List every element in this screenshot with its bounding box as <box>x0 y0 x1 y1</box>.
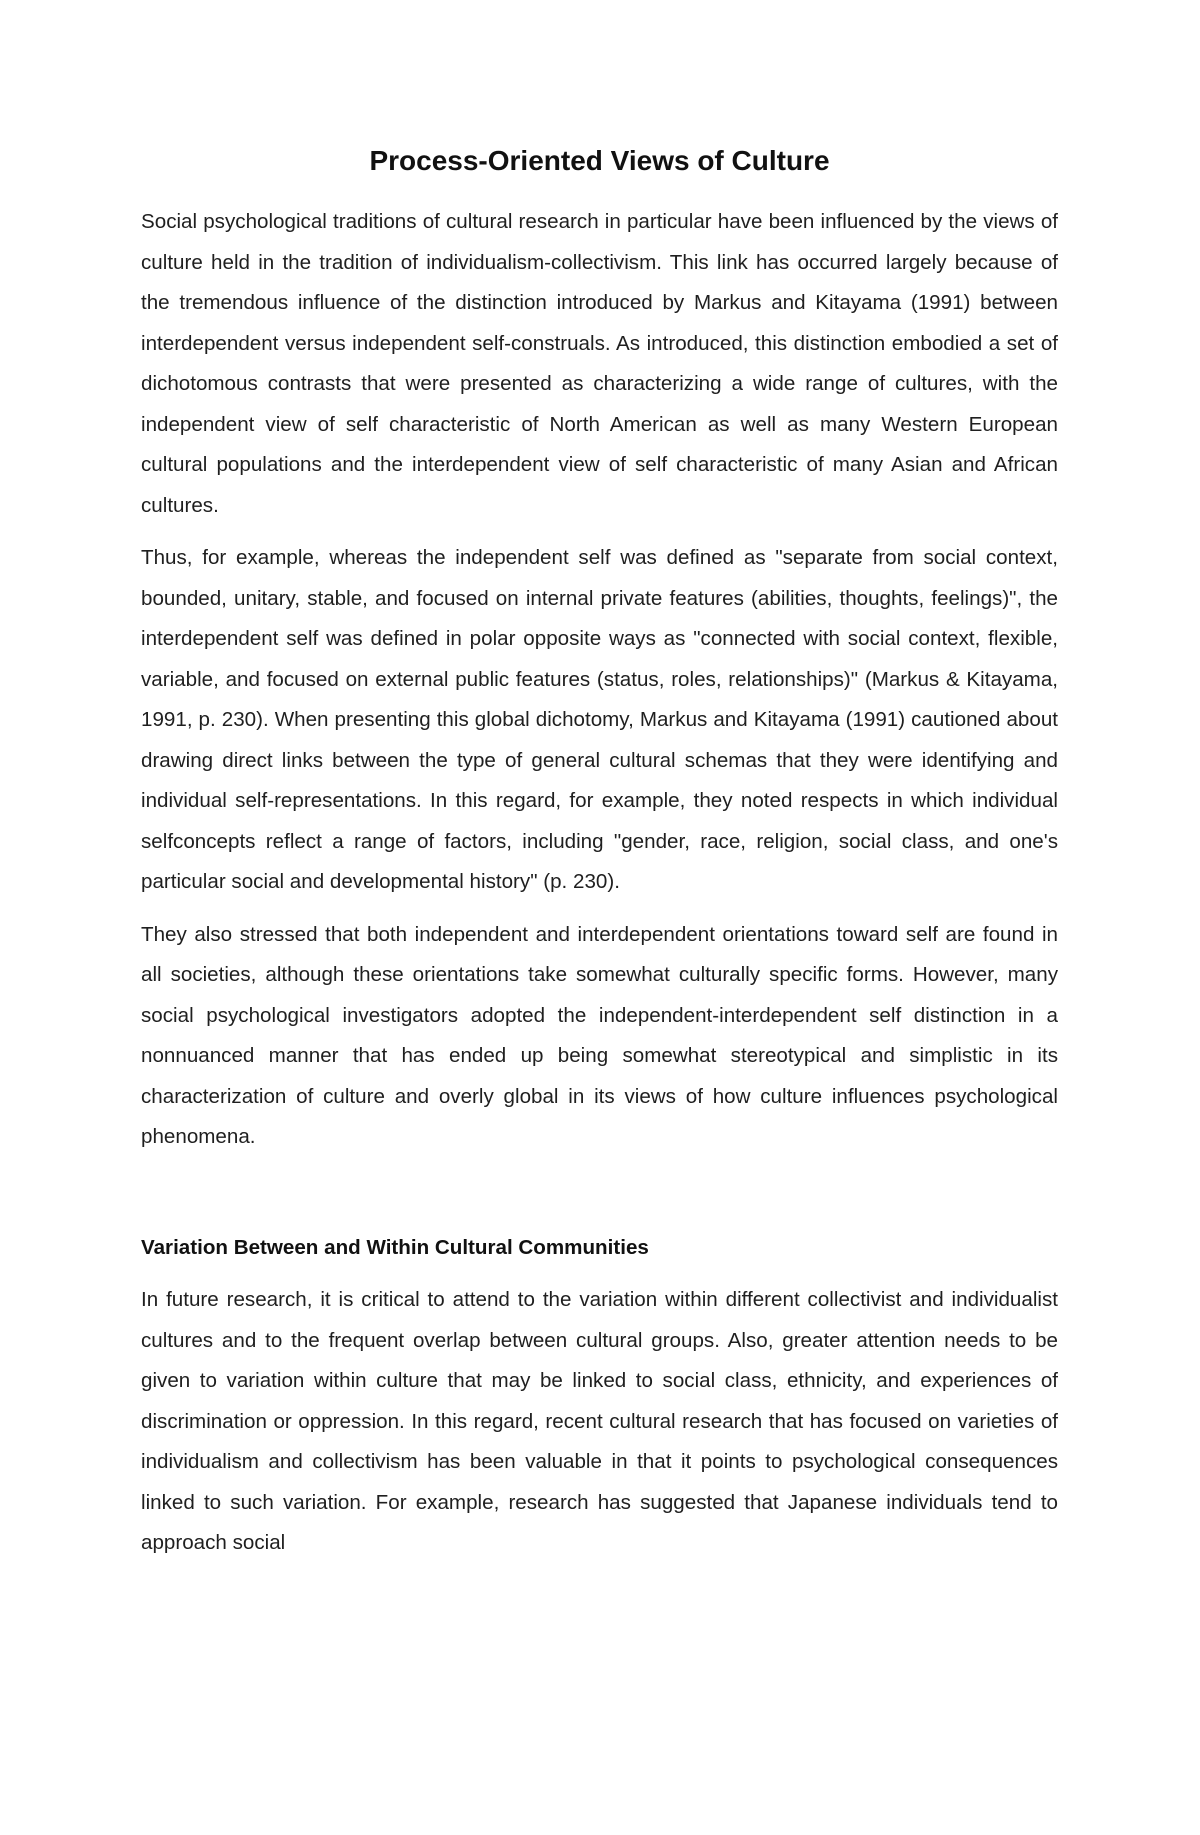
paragraph-independent-self-definition: Thus, for example, whereas the independent self was defined as "separate from social context, bounded, unitary, stable, and focused on internal private features (abilities, thoughts, feelings)", the interdependent self was defined in polar opposite ways as "connected with social context, flexible, variable, and focused on external public features (status, roles, relationships)" (Markus & Kitayama, 1991, p. 230). When presenting this global dichotomy, Markus and Kitayama (1991) cautioned about drawing direct links between the type of general cultural schemas that they were identifying and individual self-representations. In this regard, for example, they noted respects in which individual selfconcepts reflect a range of factors, including "gender, race, religion, social class, and one's particular social and developmental history" (p. 230). <box>141 546 1058 893</box>
paragraph-orientations: They also stressed that both independent and interdependent orientations toward self are found in all societies, although these orientations take somewhat culturally specific forms. However, many social psychological investigators adopted the independent-interdependent self distinction in a nonnuanced manner that has ended up being somewhat stereotypical and simplistic in its characterization of culture and overly global in its views of how culture influences psychological phenomena. <box>141 922 1058 1148</box>
paragraph-future-research: In future research, it is critical to attend to the variation within different collectivist and individualist cultures and to the frequent overlap between cultural groups. Also, greater attention needs to be given to variation within culture that may be linked to social class, ethnicity, and experiences of discrimination or oppression. In this regard, recent cultural research that has focused on varieties of individualism and collectivism has been valuable in that it points to psychological consequences linked to such variation. For example, research has suggested that Japanese individuals tend to approach social <box>141 1288 1058 1554</box>
section-heading-variation: Variation Between and Within Cultural Communities <box>141 1235 649 1259</box>
document-content <box>141 138 1058 1576</box>
document-title: Process-Oriented Views of Culture <box>369 145 830 176</box>
paragraph-self-construals: Social psychological traditions of cultural research in particular have been influenced by the views of culture held in the tradition of individualism-collectivism. This link has occurred largely because of the tremendous influence of the distinction introduced by Markus and Kitayama (1991) between interdependent versus independent self-construals. As introduced, this distinction embodied a set of dichotomous contrasts that were presented as characterizing a wide range of cultures, with the independent view of self characteristic of North American as well as many Western European cultural populations and the interdependent view of self characteristic of many Asian and African cultures. <box>141 210 1058 517</box>
